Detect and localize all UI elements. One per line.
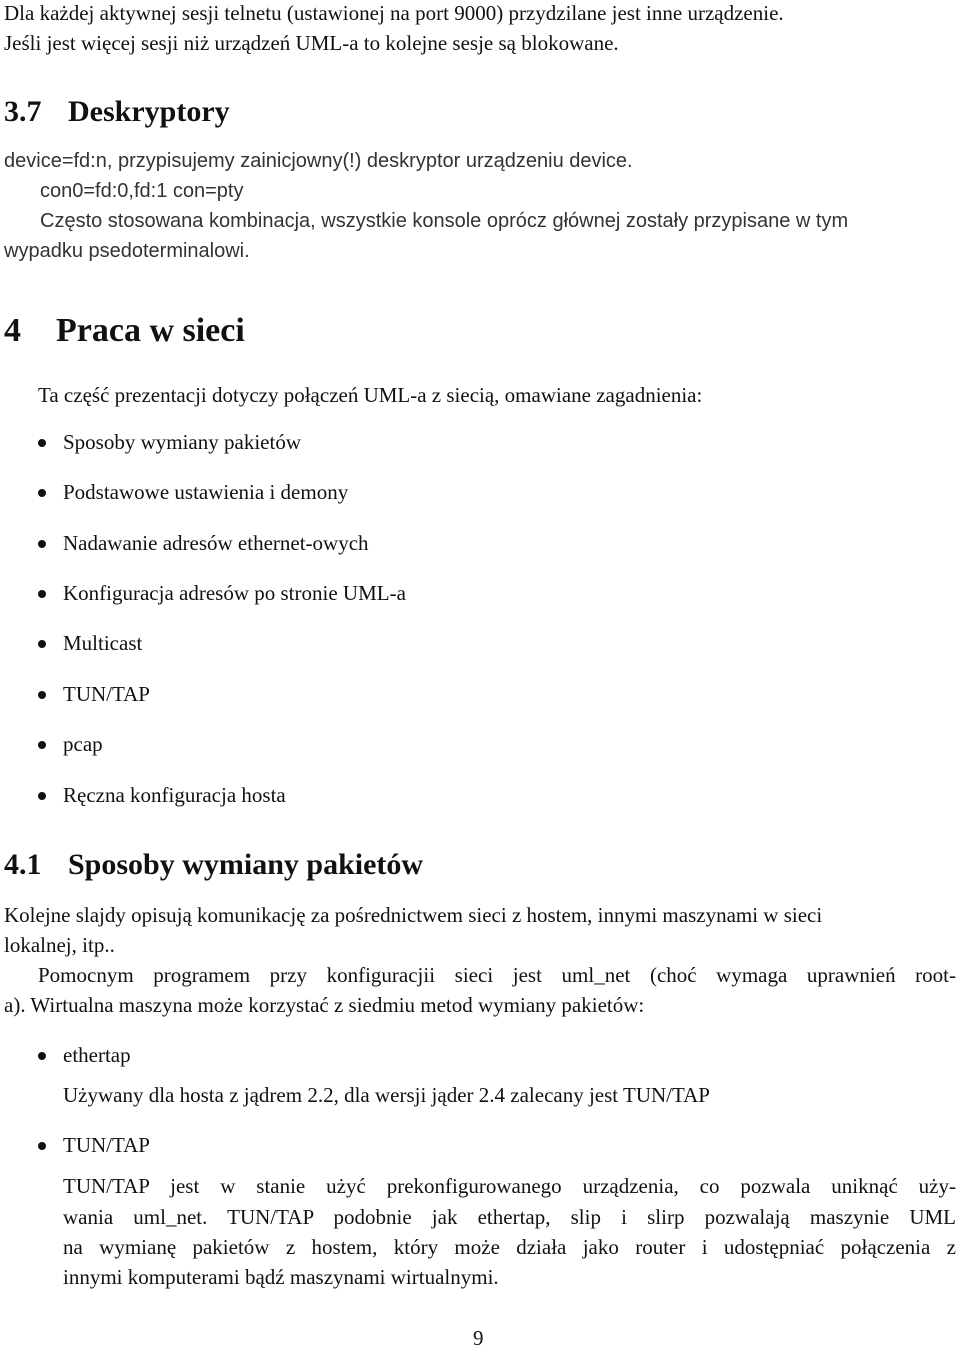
bullet-icon — [38, 741, 46, 749]
section-3-7-line-2: con0=fd:0,fd:1 con=pty — [40, 180, 244, 202]
list-item: Multicast — [63, 631, 143, 655]
section-4-1-title: Sposoby wymiany pakietów — [68, 848, 424, 881]
section-3-7-line-4: wypadku psedoterminalowi. — [4, 240, 250, 262]
method-desc-line: innymi komputerami bądź maszynami wirtualnymi. — [63, 1265, 499, 1289]
section-4-1-para-1-line-2: lokalnej, itp.. — [4, 933, 115, 957]
list-item: Ręczna konfiguracja hosta — [63, 783, 286, 807]
list-item: TUN/TAP — [63, 682, 150, 706]
bullet-icon — [38, 691, 46, 699]
method-name: TUN/TAP — [63, 1133, 150, 1157]
section-4-intro: Ta część prezentacji dotyczy połączeń UML-a z siecią, omawiane zagadnienia: — [38, 383, 703, 407]
method-desc-line: na wymianę pakietów z hostem, który może działa jako router i udostępniać połączenia z — [63, 1235, 956, 1259]
section-3-7-title: Deskryptory — [68, 95, 230, 128]
bullet-icon — [38, 540, 46, 548]
list-item: pcap — [63, 732, 103, 756]
section-4-1-number: 4.1 — [4, 848, 42, 881]
bullet-icon — [38, 590, 46, 598]
intro-line-1: Dla każdej aktywnej sesji telnetu (ustawionej na port 9000) przydzilane jest inne urządzenie. — [4, 1, 784, 25]
section-4-number: 4 — [4, 312, 21, 349]
list-item: Konfiguracja adresów po stronie UML-a — [63, 581, 406, 605]
bullet-icon — [38, 640, 46, 648]
page-number: 9 — [473, 1326, 484, 1350]
section-4-1-para-2-line-1: Pomocnym programem przy konfiguracjii sieci jest uml_net (choć wymaga uprawnień root- — [38, 963, 956, 987]
method-desc-line: Używany dla hosta z jądrem 2.2, dla wersji jąder 2.4 zalecany jest TUN/TAP — [63, 1083, 710, 1107]
bullet-icon — [38, 1052, 46, 1060]
bullet-icon — [38, 489, 46, 497]
section-3-7-line-3: Często stosowana kombinacja, wszystkie konsole oprócz głównej zostały przypisane w tym — [40, 210, 849, 232]
list-item: Nadawanie adresów ethernet-owych — [63, 531, 369, 555]
section-3-7-line-1: device=fd:n, przypisujemy zainicjowny(!) deskryptor urządzeniu device. — [4, 150, 633, 172]
section-3-7-number: 3.7 — [4, 95, 42, 128]
section-4-title: Praca w sieci — [56, 312, 245, 349]
list-item: Podstawowe ustawienia i demony — [63, 480, 349, 504]
method-desc-line: wania uml_net. TUN/TAP podobnie jak ethertap, slip i slirp pozwalają maszynie UML — [63, 1205, 956, 1229]
intro-line-2: Jeśli jest więcej sesji niż urządzeń UML-a to kolejne sesje są blokowane. — [4, 31, 619, 55]
bullet-icon — [38, 439, 46, 447]
bullet-icon — [38, 792, 46, 800]
method-name: ethertap — [63, 1043, 131, 1067]
method-desc-line: TUN/TAP jest w stanie użyć prekonfigurowanego urządzenia, co pozwala uniknąć uży- — [63, 1174, 956, 1198]
bullet-icon — [38, 1142, 46, 1150]
list-item: Sposoby wymiany pakietów — [63, 430, 301, 454]
section-4-1-para-1-line-1: Kolejne slajdy opisują komunikację za pośrednictwem sieci z hostem, innymi maszynami w sieci — [4, 903, 823, 927]
section-4-1-para-2-line-2: a). Wirtualna maszyna może korzystać z siedmiu metod wymiany pakietów: — [4, 993, 645, 1017]
